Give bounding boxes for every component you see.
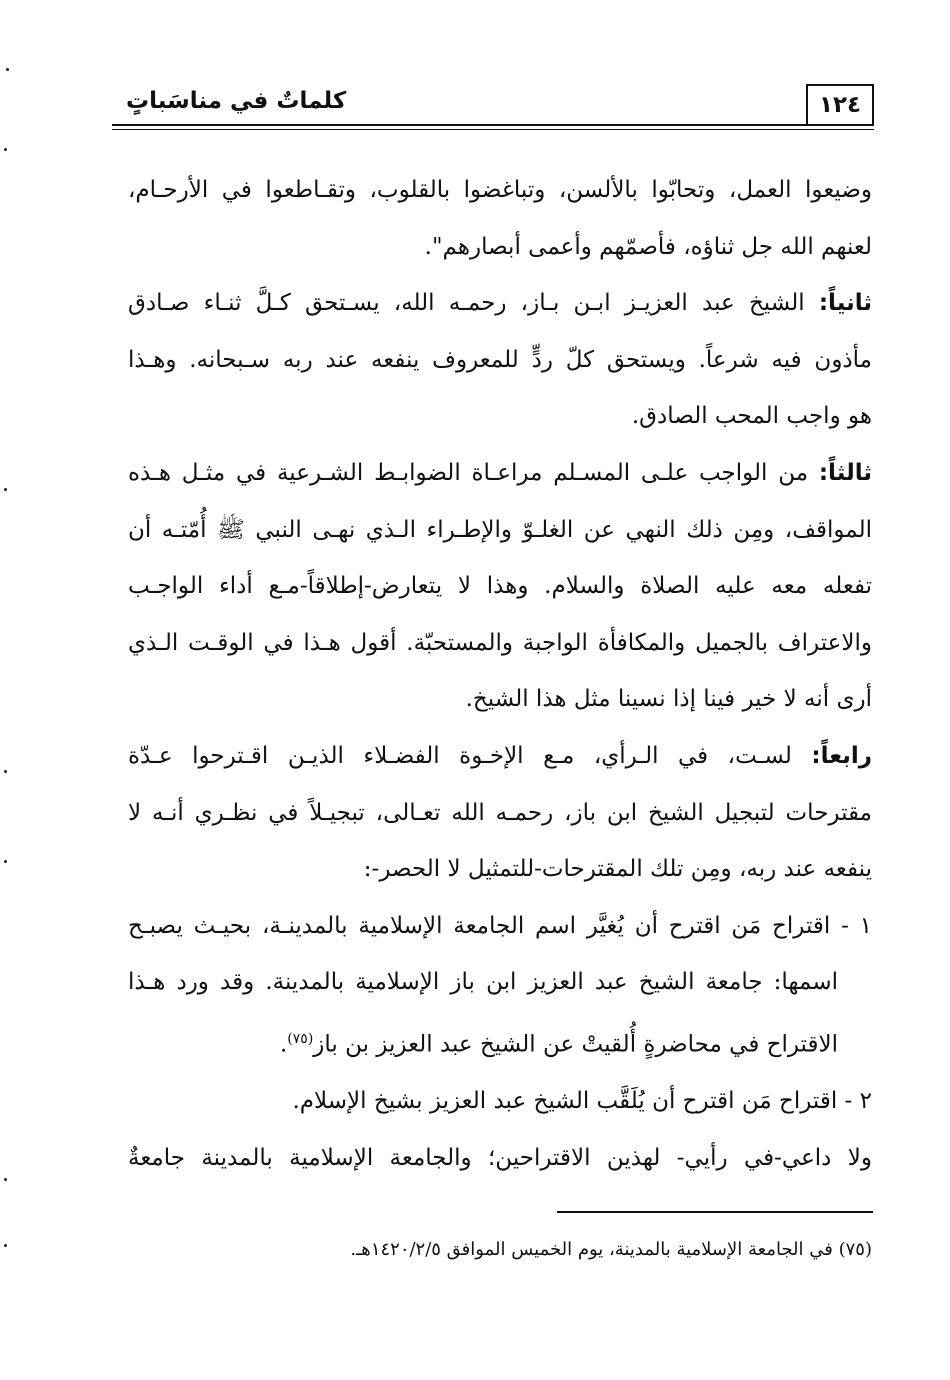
text-line: ولا داعي-في رأيي- لهذين الاقتراحين؛ والجامعة الإسلامية بالمدينة جامعةٌ xyxy=(128,1144,872,1171)
text-span: من الواجب علـى المسـلم مراعـاة الضوابـط الشـرعية في مثـل هـذه xyxy=(128,459,819,486)
scan-speck xyxy=(4,1244,7,1247)
footnote: (٧٥) في الجامعة الإسلامية بالمدينة، يوم الخميس الموافق ١٤٢٠/٢/٥هـ. xyxy=(350,1239,872,1260)
scan-speck xyxy=(4,770,7,773)
text-line: ينفعه عند ربه، ومِن تلك المقترحات-للتمثيل لا الحصر-: xyxy=(363,856,872,883)
list-item: ١ - اقتراح مَن اقترح أن يُغيَّر اسم الجامعة الإسلامية بالمدينـة، بحيـث يصبـح xyxy=(128,912,872,939)
scan-speck xyxy=(6,68,9,71)
running-title: كلماتٌ في مناسَباتٍ xyxy=(126,88,347,114)
paragraph-label: رابعاً: xyxy=(811,742,872,769)
paragraph-label: ثانياً: xyxy=(818,290,872,317)
text-span: الاقتراح في محاضرةٍ أُلقيتْ عن الشيخ عبد العزيز بن باز xyxy=(313,1031,838,1058)
text-line: والاعتراف بالجميل والمكافأة الواجبة والمستحبّة. أقول هـذا في الوقـت الـذي xyxy=(128,629,872,656)
header-rule xyxy=(112,124,874,126)
text-line xyxy=(128,275,872,332)
text-line: اسمها: جامعة الشيخ عبد العزيز ابن باز الإسلامية بالمدينة. وقد ورد هـذا xyxy=(128,969,838,996)
text-line xyxy=(128,445,872,502)
text-line: هو واجب المحب الصادق. xyxy=(631,403,872,430)
scan-speck xyxy=(4,860,7,863)
text-line xyxy=(128,1011,872,1073)
scan-speck xyxy=(4,148,7,151)
footnote-separator xyxy=(557,1211,873,1213)
header-rule-thin xyxy=(112,129,874,130)
page-header xyxy=(112,78,874,128)
text-line xyxy=(128,728,872,785)
footnote-ref: (٧٥) xyxy=(287,1030,314,1047)
main-text xyxy=(128,162,872,1186)
scan-speck xyxy=(4,1178,7,1181)
text-line: لعنهم الله جل ثناؤه، فأصمّهم وأعمى أبصارهم". xyxy=(424,233,872,260)
list-item: ٢ - اقتراح مَن اقترح أن يُلَقَّب الشيخ عبد العزيز بشيخ الإسلام. xyxy=(292,1088,872,1115)
text-span: لسـت، في الـرأي، مـع الإخـوة الفضـلاء الذيـن اقـترحوا عـدّة xyxy=(128,742,812,769)
paragraph-label: ثالثاً: xyxy=(818,459,872,486)
text-line: وضيعوا العمل، وتحابّوا بالألسن، وتباغضوا بالقلوب، وتقـاطعوا في الأرحـام، xyxy=(128,177,872,203)
text-line: تفعله معه عليه الصلاة والسلام. وهذا لا يتعارض-إطلاقاً-مـع أداء الواجـب xyxy=(128,573,872,600)
scan-speck xyxy=(4,488,7,491)
text-span: الشيخ عبد العزيـز ابـن بـاز، رحمـه الله، يسـتحق كـلَّ ثنـاء صـادق xyxy=(128,290,819,317)
text-line: المواقف، ومِن ذلك النهي عن الغلـوّ والإطـراء الـذي نهـى النبي ﷺ أُمّتـه أن xyxy=(128,516,872,543)
text-span: . xyxy=(279,1031,288,1058)
text-line: أرى أنه لا خير فينا إذا نسينا مثل هذا الشيخ. xyxy=(465,686,872,713)
text-line: مقترحات لتبجيل الشيخ ابن باز، رحمـه الله تعـالى، تبجيـلاً في نظـري أنـه لا xyxy=(128,799,872,826)
text-line: مأذون فيه شرعاً. ويستحق كلّ ردٍّ للمعروف ينفعه عند ربه سـبحانه. وهـذا xyxy=(128,346,872,373)
page-number: ١٢٤ xyxy=(806,84,874,126)
